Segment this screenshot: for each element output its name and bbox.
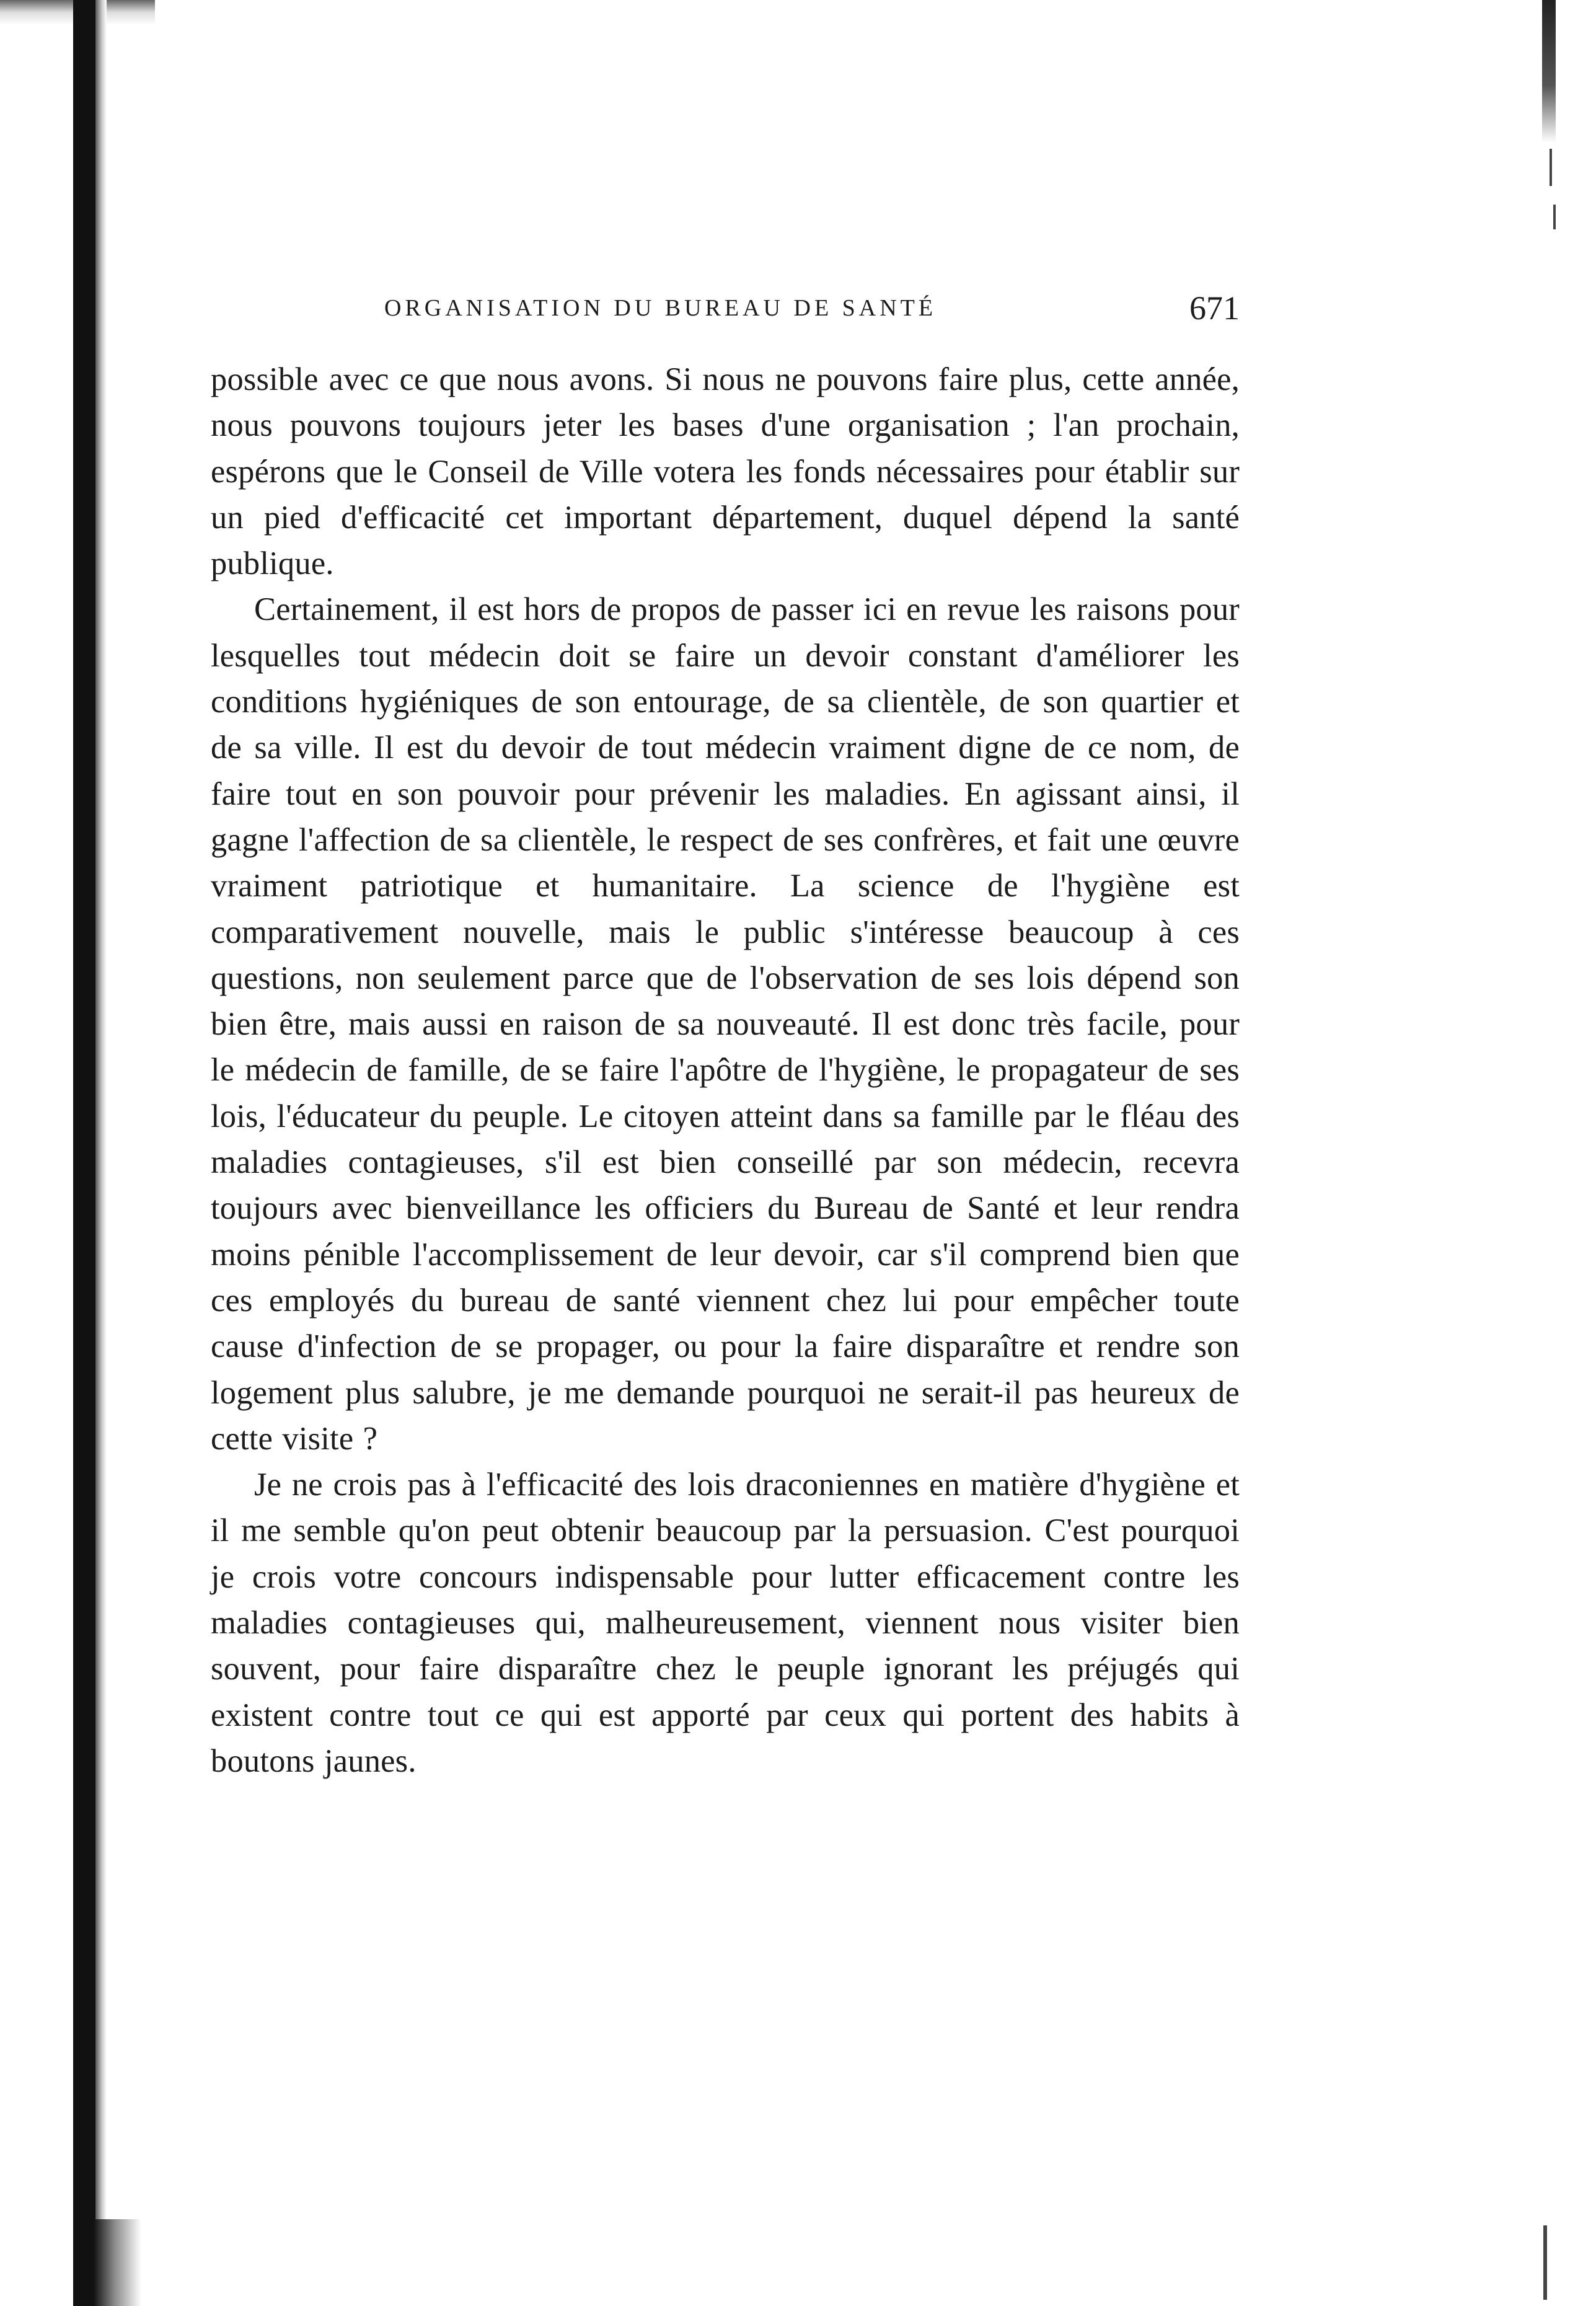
- page-number: 671: [1189, 289, 1240, 327]
- paragraph: possible avec ce que nous avons. Si nous ne pouvons faire plus, cette année, nous pouvons toujours jeter les bases d'une organisation ; l'an prochain, espérons que le Conseil de Ville votera les fonds nécessaires pour établir sur un pied d'efficacité cet important département, duquel dépend la santé publique.: [211, 361, 1240, 582]
- body-text: [211, 356, 1240, 1784]
- scan-binding-fade: [95, 0, 107, 2306]
- running-title: ORGANISATION DU BUREAU DE SANTÉ: [384, 295, 937, 321]
- scan-speck: [1553, 205, 1556, 229]
- scan-speck: [1550, 149, 1552, 186]
- paragraph: Je ne crois pas à l'efficacité des lois draconiennes en matière d'hygiène et il me semble qu'on peut obtenir beaucoup par la persuasion. C'est pourquoi je crois votre concours indispensable pour lutter efficacement contre les maladies contagieuses qui, malheureusement, viennent nous visiter bien souvent, pour faire disparaître chez le peuple ignorant les préjugés qui existent contre tout ce qui est apporté par ceux qui portent des habits à boutons jaunes.: [211, 1467, 1240, 1779]
- paragraph: Certainement, il est hors de propos de passer ici en revue les raisons pour lesquelles tout médecin doit se faire un devoir constant d'améliorer les conditions hygiéniques de son entourage, de sa clientèle, de son quartier et de sa ville. Il est du devoir de tout médecin vraiment digne de ce nom, de faire tout en son pouvoir pour prévenir les maladies. En agissant ainsi, il gagne l'affection de sa clientèle, le respect de ses confrères, et fait une œuvre vraiment patriotique et humanitaire. La science de l'hygiène est comparativement nouvelle, mais le public s'intéresse beaucoup à ces questions, non seulement parce que de l'observation de ses lois dépend son bien être, mais aussi en raison de sa nouveauté. Il est donc très facile, pour le médecin de famille, de se faire l'apôtre de l'hygiène, le propagateur de ses lois, l'éducateur du peuple. Le citoyen atteint dans sa famille par le fléau des maladies contagieuses, s'il est bien conseillé par son médecin, recevra toujours avec bienveillance les officiers du Bureau de Santé et leur rendra moins pénible l'accomplissement de leur devoir, car s'il comprend bien que ces employés du bureau de santé viennent chez lui pour empêcher toute cause d'infection de se propager, ou pour la faire disparaître et rendre son logement plus salubre, je me demande pourquoi ne serait-il pas heureux de cette visite ?: [211, 591, 1240, 1457]
- page-header: [211, 286, 1240, 330]
- scan-speck: [1543, 2225, 1547, 2300]
- scan-edge-right: [1542, 0, 1556, 143]
- scan-edge-bottom-left: [73, 2219, 141, 2306]
- scan-binding-edge: [73, 0, 95, 2306]
